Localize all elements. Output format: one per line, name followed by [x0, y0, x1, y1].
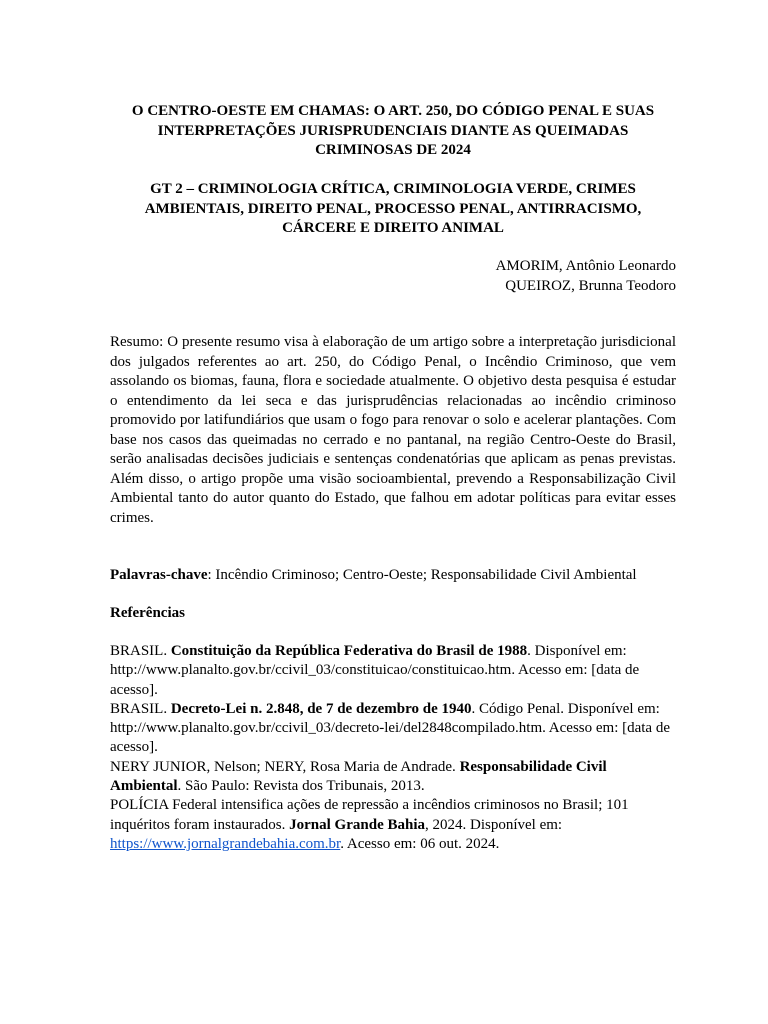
reference-item	[110, 796, 676, 854]
reference-item	[110, 758, 676, 797]
reference-text: . São Paulo: Revista dos Tribunais, 2013.	[177, 778, 425, 795]
reference-title: Responsabilidade Civil Ambiental	[110, 758, 607, 795]
references-list	[110, 642, 676, 854]
keywords-label: Palavras-chave	[110, 567, 208, 583]
reference-text: . Acesso em: 06 out. 2024.	[340, 835, 500, 852]
reference-text: POLÍCIA Federal intensifica ações de repressão a incêndios criminosos no Brasil; 101 inquéritos foram instaurados.	[110, 797, 629, 833]
reference-item	[110, 642, 676, 700]
document-title: O CENTRO-OESTE EM CHAMAS: O ART. 250, DO CÓDIGO PENAL E SUAS INTERPRETAÇÕES JURISPRUDENCIAIS DIANTE AS QUEIMADAS CRIMINOSAS DE 2024	[131, 103, 655, 158]
reference-text: BRASIL.	[110, 700, 171, 717]
reference-link[interactable]: https://www.jornalgrandebahia.com.br	[110, 835, 341, 852]
authors-block	[496, 257, 676, 296]
reference-title: Constituição da República Federativa do Brasil de 1988	[170, 643, 528, 659]
reference-text: . Código Penal. Disponível em: http://www.planalto.gov.br/ccivil_03/decreto-lei/del2848compilado.htm. Acesso em: [data de acesso].	[110, 700, 670, 756]
reference-text: NERY JUNIOR, Nelson; NERY, Rosa Maria de Andrade.	[110, 758, 460, 775]
reference-item	[110, 700, 676, 758]
keywords-text: : Incêndio Criminoso; Centro-Oeste; Responsabilidade Civil Ambiental	[207, 567, 637, 583]
keywords-line	[110, 566, 676, 586]
author-1: AMORIM, Antônio Leonardo	[495, 258, 676, 274]
references-heading: Referências	[110, 605, 185, 621]
reference-text: BRASIL.	[110, 643, 171, 659]
author-2: QUEIROZ, Brunna Teodoro	[505, 277, 676, 294]
reference-text: , 2024. Disponível em:	[425, 816, 563, 833]
reference-text: . Disponível em: http://www.planalto.gov.br/ccivil_03/constituicao/constituicao.htm. Acesso em: [data de acesso].	[110, 643, 640, 698]
reference-title: Decreto-Lei n. 2.848, de 7 de dezembro de 1940	[170, 700, 472, 717]
reference-title: Jornal Grande Bahia	[289, 816, 425, 833]
working-group-title: GT 2 – CRIMINOLOGIA CRÍTICA, CRIMINOLOGIA VERDE, CRIMES AMBIENTAIS, DIREITO PENAL, PROCESSO PENAL, ANTIRRACISMO, CÁRCERE E DIREITO ANIMAL	[144, 181, 642, 236]
abstract-paragraph: Resumo: O presente resumo visa à elaboração de um artigo sobre a interpretação jurisdicional dos julgados referentes ao art. 250, do Código Penal, o Incêndio Criminoso, que vem assolando os biomas, fauna, flora e sociedade atualmente. O objetivo desta pesquisa é estudar o entendimento da lei seca e das jurisprudências relacionadas ao incêndio criminoso promovido por latifundiários que usam o fogo para renovar o solo e acelerar plantações. Com base nos casos das queimadas no cerrado e no pantanal, na região Centro-Oeste do Brasil, serão analisadas decisões judiciais e sentenças condenatórias que aplicam as penas previstas. Além disso, o artigo propõe uma visão socioambiental, prevendo a Responsabilização Civil Ambiental tanto do autor quanto do Estado, que falhou em adotar políticas para evitar esses crimes.	[110, 334, 676, 526]
